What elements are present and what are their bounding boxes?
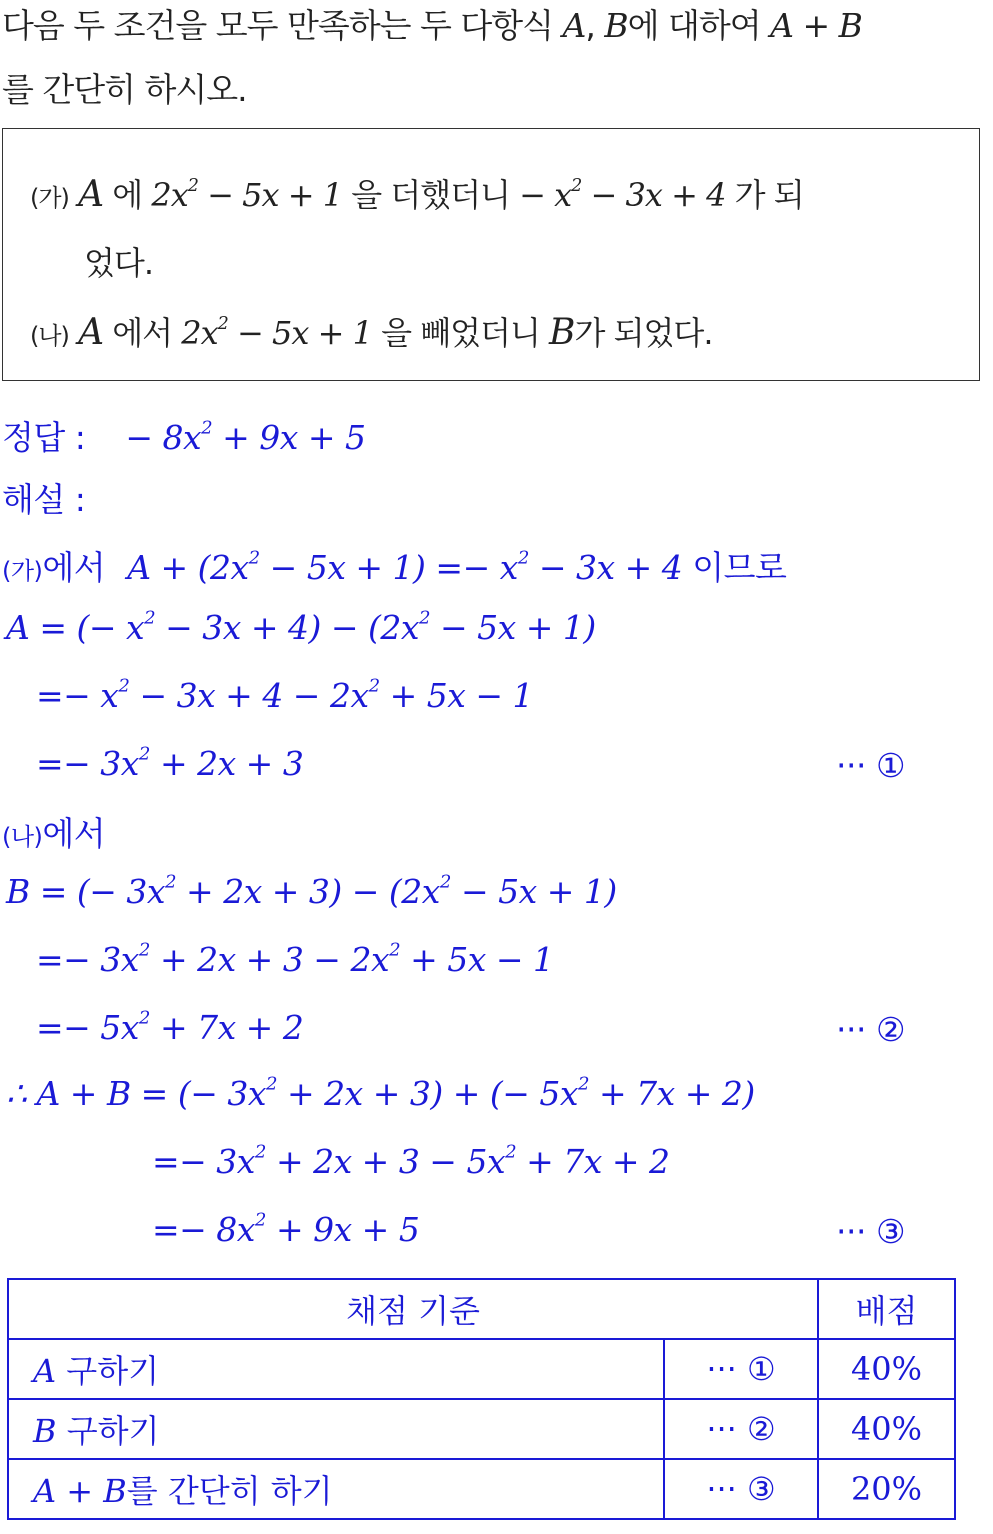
tail-text: 가 되	[734, 176, 804, 214]
criteria-text: 를 간단히 하기	[126, 1472, 333, 1510]
exponent: 2	[254, 1141, 266, 1163]
verb: 을 더했더니	[351, 176, 510, 214]
eq-part: + 2x + 3) − (2x	[176, 872, 440, 911]
criteria-cell	[8, 1459, 664, 1519]
mark-cell: ··· ③	[664, 1459, 818, 1519]
eq-part: + 2x + 3	[149, 744, 304, 783]
sum-step-1	[6, 1074, 755, 1113]
na-label: (나)	[2, 823, 43, 851]
criteria-var: A + B	[33, 1472, 127, 1510]
eq-part: − 5x + 1)	[450, 872, 617, 911]
question-text: 다음 두 조건을 모두 만족하는 두 다항식	[2, 6, 553, 45]
criteria-text: 구하기	[66, 1412, 160, 1450]
table-header-row	[8, 1279, 955, 1339]
sum-step-2	[152, 1142, 669, 1181]
mark-cell: ··· ①	[664, 1339, 818, 1399]
criteria-var: B	[33, 1412, 57, 1450]
eq-part: + 2x + 3) + (− 5x	[277, 1074, 578, 1113]
condition-ga-continued: 었다.	[84, 244, 153, 282]
exponent: 2	[138, 1007, 150, 1029]
condition-na	[30, 308, 713, 354]
question-line-2: 를 간단히 하시오.	[2, 70, 247, 109]
condition-ga	[30, 170, 804, 216]
a-step-2	[36, 676, 533, 715]
explanation-label: 해설 :	[2, 480, 86, 519]
exponent: 2	[248, 547, 260, 569]
exponent: 2	[165, 871, 177, 893]
points-cell: 40%	[818, 1399, 955, 1459]
points-cell: 40%	[818, 1339, 955, 1399]
exponent: 2	[144, 607, 156, 629]
b-step-2	[36, 940, 553, 979]
a-step-1	[6, 608, 596, 647]
exponent: 2	[138, 743, 150, 765]
eq-part: − 3x + 4	[528, 548, 683, 587]
eq-part: A = (− x	[6, 608, 145, 647]
eq-part: − 3x + 4 − 2x	[129, 676, 369, 715]
ga-tail: 이므로	[692, 548, 787, 587]
exponent: 2	[118, 675, 130, 697]
poly-term: − x	[519, 176, 572, 214]
b-step-1	[6, 872, 617, 911]
eq-part: =− 8x	[152, 1210, 255, 1249]
mark-cell: ··· ②	[664, 1399, 818, 1459]
answer-label: 정답 :	[2, 418, 86, 457]
criteria-cell	[8, 1339, 664, 1399]
ga-label: (가)	[2, 557, 43, 585]
answer-line	[2, 412, 366, 459]
poly-rest: − 3x + 4	[581, 176, 726, 214]
eq-part: ∴ A + B = (− 3x	[6, 1074, 266, 1113]
eq-part: B = (− 3x	[6, 872, 166, 911]
var-b: B	[604, 6, 628, 45]
sum-a: A	[770, 6, 793, 45]
exponent: 2	[201, 417, 213, 439]
a-step-3	[36, 744, 303, 783]
josa: 에	[112, 176, 143, 214]
eq-part: =− 3x	[36, 940, 139, 979]
exponent: 2	[187, 176, 198, 197]
exponent: 2	[368, 675, 380, 697]
condition-var-b: B	[549, 312, 575, 353]
step-marker-1: ··· ①	[836, 746, 906, 785]
answer-rest: + 9x + 5	[212, 418, 366, 457]
eq-part: + 5x − 1	[379, 676, 533, 715]
table-row	[8, 1339, 955, 1399]
points-cell: 20%	[818, 1459, 955, 1519]
na-header-text: 에서	[42, 814, 106, 853]
exponent: 2	[265, 1073, 277, 1095]
var-a: A	[562, 6, 586, 45]
comma: ,	[585, 6, 595, 45]
exponent: 2	[517, 547, 529, 569]
poly-rest: − 5x + 1	[227, 314, 372, 352]
verb: 을 빼었더니	[381, 314, 540, 352]
ga-header-line	[2, 542, 786, 589]
exponent: 2	[254, 1209, 266, 1231]
condition-var: A	[78, 174, 104, 215]
exponent: 2	[138, 939, 150, 961]
b-step-3	[36, 1008, 303, 1047]
na-header-line	[2, 808, 105, 855]
eq-part: =− 3x	[152, 1142, 255, 1181]
step-marker-3: ··· ③	[836, 1212, 906, 1251]
eq-part: + 7x + 2)	[589, 1074, 755, 1113]
eq-part: − 5x + 1)	[430, 608, 596, 647]
tail-text: 가 되었다.	[574, 314, 713, 352]
eq-part: + 5x − 1	[400, 940, 554, 979]
eq-part: =− 5x	[36, 1008, 139, 1047]
eq-part: + 7x + 2	[149, 1008, 304, 1047]
criteria-text: 구하기	[66, 1352, 160, 1390]
eq-part: =− x	[36, 676, 119, 715]
poly-term: 2x	[181, 314, 218, 352]
condition-ga-label: (가)	[30, 184, 69, 212]
step-marker-2: ··· ②	[836, 1010, 906, 1049]
exponent: 2	[578, 1073, 590, 1095]
header-criteria: 채점 기준	[8, 1279, 818, 1339]
exponent: 2	[217, 314, 228, 335]
question-text-mid: 에 대하여	[627, 6, 761, 45]
grading-table	[7, 1278, 956, 1520]
exponent: 2	[571, 176, 582, 197]
sum-step-3	[152, 1210, 419, 1249]
condition-na-label: (나)	[30, 322, 69, 350]
eq-part: − 3x + 4) − (2x	[155, 608, 419, 647]
header-points: 배점	[818, 1279, 955, 1339]
exponent: 2	[505, 1141, 517, 1163]
eq-part: =− 3x	[36, 744, 139, 783]
sum-b: B	[838, 6, 862, 45]
criteria-var: A	[33, 1352, 57, 1390]
plus-sign: +	[802, 6, 830, 45]
eq-part: + 9x + 5	[265, 1210, 420, 1249]
table-row	[8, 1459, 955, 1519]
ga-header-text: 에서	[42, 548, 106, 587]
eq-part: + 2x + 3 − 2x	[149, 940, 390, 979]
exponent: 2	[389, 939, 401, 961]
criteria-cell	[8, 1399, 664, 1459]
answer-term: − 8x	[125, 418, 202, 457]
condition-var: A	[78, 312, 104, 353]
eq-part: A + (2x	[127, 548, 249, 587]
eq-part: − 5x + 1) =− x	[259, 548, 518, 587]
eq-part: + 7x + 2	[516, 1142, 670, 1181]
table-row	[8, 1399, 955, 1459]
exponent: 2	[419, 607, 431, 629]
question-line-1	[2, 0, 862, 47]
exponent: 2	[439, 871, 451, 893]
poly-rest: − 5x + 1	[197, 176, 343, 214]
josa: 에서	[112, 314, 173, 352]
eq-part: + 2x + 3 − 5x	[265, 1142, 506, 1181]
poly-term: 2x	[151, 176, 188, 214]
